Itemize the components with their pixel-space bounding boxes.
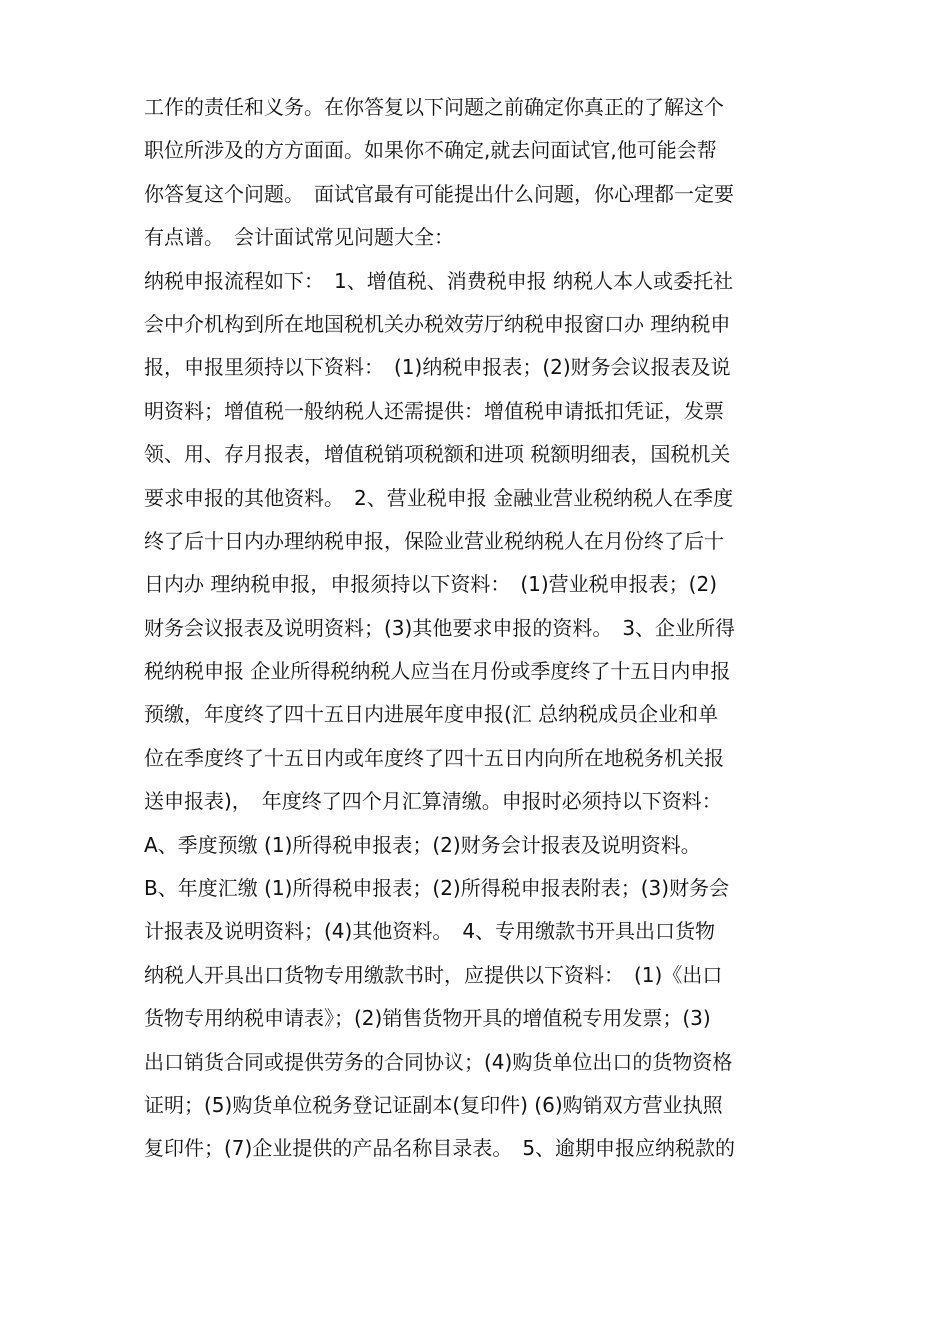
document-body [144,86,809,1171]
text-line: 纳税人开具出口货物专用缴款书时，应提供以下资料： (1)《出口 [144,962,723,987]
text-line: 领、用、存月报表，增值税销项税额和进项 税额明细表，国税机关 [144,442,731,467]
text-line: 货物专用纳税申请表》；(2)销售货物开具的增值税专用发票；(3) [144,1006,711,1031]
text-line: 计报表及说明资料；(4)其他资料。 4、专用缴款书开具出口货物 [144,919,716,944]
text-line: 会中介机构到所在地国税机关办税效劳厅纳税申报窗口办 理纳税申 [144,311,731,336]
text-line: 送申报表)， 年度终了四个月汇算清缴。申报时必须持以下资料： [144,789,722,814]
text-line: 工作的责任和义务。在你答复以下问题之前确定你真正的了解这个 [144,95,724,119]
text-line: A、季度预缴 (1)所得税申报表；(2)财务会计报表及说明资料。 [144,832,701,857]
text-line: B、年度汇缴 (1)所得税申报表；(2)所得税申报表附表；(3)财务会 [144,876,730,901]
text-line: 明资料；增值税一般纳税人还需提供：增值税申请抵扣凭证，发票 [144,398,724,423]
text-line: 预缴，年度终了四十五日内进展年度申报(汇 总纳税成员企业和单 [144,702,719,727]
text-line: 纳税申报流程如下： 1、增值税、消费税申报 纳税人本人或委托社 [144,268,734,293]
text-line: 日内办 理纳税申报，申报须持以下资料： (1)营业税申报表；(2) [144,572,718,597]
text-line: 报，申报里须持以下资料： (1)纳税申报表；(2)财务会议报表及说 [144,355,731,380]
text-line: 财务会议报表及说明资料；(3)其他要求申报的资料。 3、企业所得 [144,615,736,640]
text-line: 位在季度终了十五日内或年度终了四十五日内向所在地税务机关报 [144,745,724,770]
text-line: 复印件；(7)企业提供的产品名称目录表。 5、逾期申报应纳税款的 [144,1136,736,1161]
text-line: 税纳税申报 企业所得税纳税人应当在月份或季度终了十五日内申报 [144,659,731,684]
text-line: 职位所涉及的方方面面。如果你不确定,就去问面试官,他可能会帮 [144,138,717,163]
text-line: 有点谱。 会计面试常见问题大全： [144,225,454,250]
text-line: 出口销货合同或提供劳务的合同协议；(4)购货单位出口的货物资格 [144,1049,733,1074]
text-line: 证明；(5)购货单位税务登记证副本(复印件) (6)购销双方营业执照 [144,1092,723,1117]
text-line: 要求申报的其他资料。 2、营业税申报 金融业营业税纳税人在季度 [144,485,734,510]
text-line: 终了后十日内办理纳税申报，保险业营业税纳税人在月份终了后十 [144,528,724,553]
text-line: 你答复这个问题。 面试官最有可能提出什么问题，你心理都一定要 [144,181,734,206]
